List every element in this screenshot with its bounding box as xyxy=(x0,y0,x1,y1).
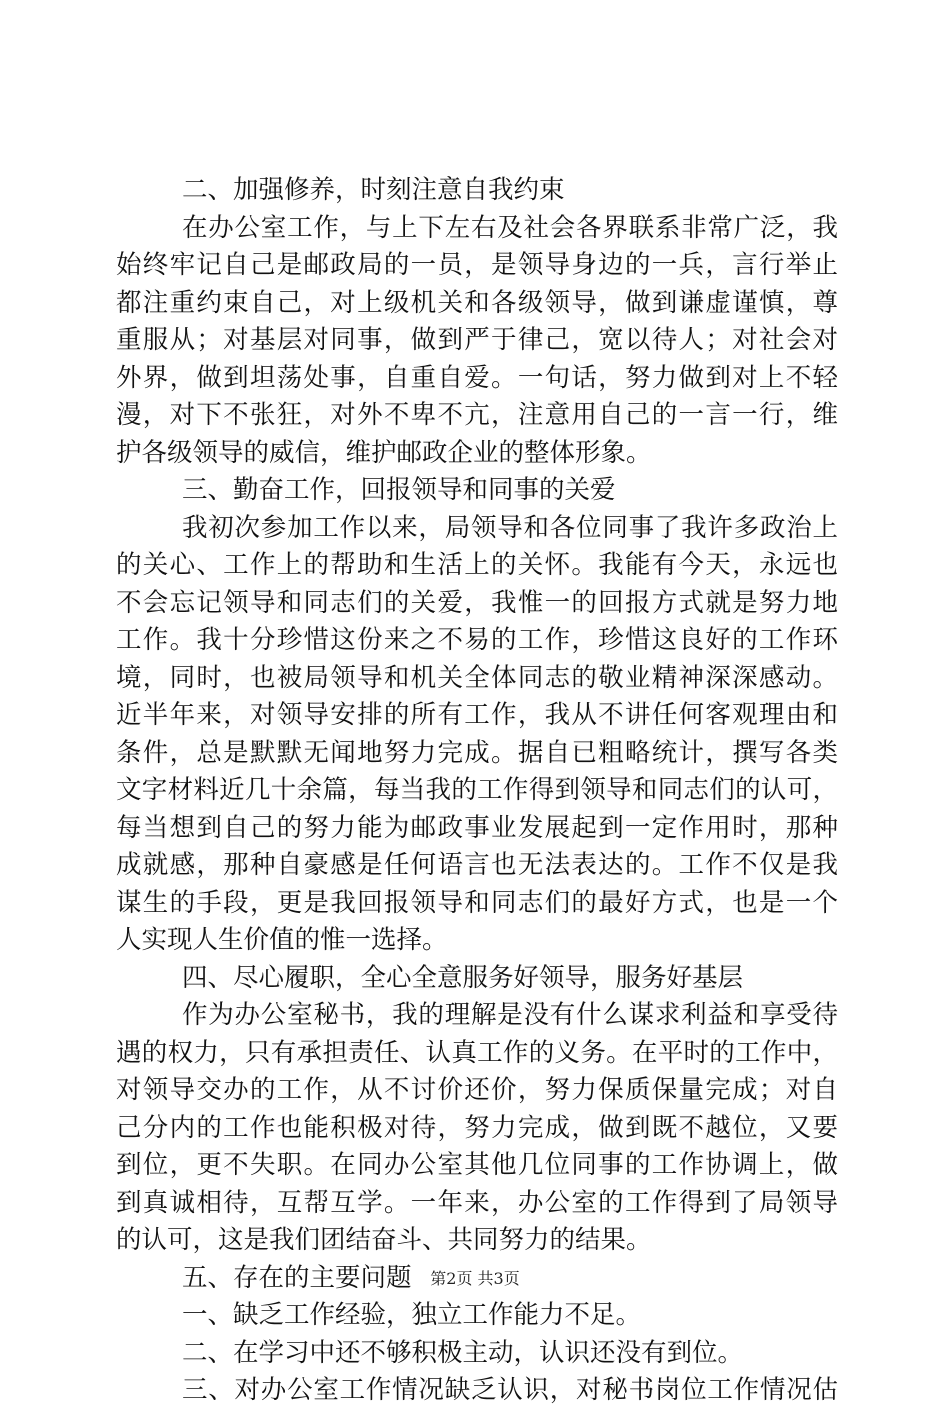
text-line: 成就感，那种自豪感是任何语言也无法表达的。工作不仅是我 xyxy=(116,850,838,880)
text-line: 遇的权力，只有承担责任、认真工作的义务。在平时的工作中， xyxy=(116,1037,838,1068)
text-line: 境，同时，也被局领导和机关全体同志的敬业精神深深感动。 xyxy=(116,662,838,693)
text-line: 四、尽心履职，全心全意服务好领导，服务好基层 xyxy=(182,962,744,993)
text-line: 文字材料近几十余篇，每当我的工作得到领导和同志们的认可， xyxy=(116,775,838,805)
text-line: 外界，做到坦荡处事，自重自爱。一句话，努力做到对上不轻 xyxy=(116,362,838,393)
text-line: 谋生的手段，更是我回报领导和同志们的最好方式，也是一个 xyxy=(116,887,838,918)
text-line: 对领导交办的工作，从不讨价还价，努力保质保量完成；对自 xyxy=(116,1075,838,1105)
text-line: 作为办公室秘书，我的理解是没有什么谋求利益和享受待 xyxy=(182,1000,838,1030)
text-line: 二、在学习中还不够积极主动，认识还没有到位。 xyxy=(182,1337,744,1368)
text-line: 到位，更不失职。在同办公室其他几位同事的工作协调上，做 xyxy=(116,1150,838,1180)
document-body xyxy=(116,172,838,1410)
text-line: 己分内的工作也能积极对待，努力完成，做到既不越位，又要 xyxy=(116,1112,838,1143)
text-line: 的关心、工作上的帮助和生活上的关怀。我能有今天，永远也 xyxy=(116,550,838,580)
text-line: 不会忘记领导和同志们的关爱，我惟一的回报方式就是努力地 xyxy=(116,587,838,618)
text-line: 的认可，这是我们团结奋斗、共同努力的结果。 xyxy=(116,1225,652,1255)
text-line: 条件，总是默默无闻地努力完成。据自已粗略统计，撰写各类 xyxy=(116,737,838,768)
text-line: 三、对办公室工作情况缺乏认识，对秘书岗位工作情况估 xyxy=(182,1375,838,1405)
text-line: 工作。我十分珍惜这份来之不易的工作，珍惜这良好的工作环 xyxy=(116,625,838,655)
text-line: 重服从；对基层对同事，做到严于律己，宽以待人；对社会对 xyxy=(116,325,838,355)
text-line: 到真诚相待，互帮互学。一年来，办公室的工作得到了局领导 xyxy=(116,1187,838,1218)
text-line: 一、缺乏工作经验，独立工作能力不足。 xyxy=(182,1300,642,1330)
text-line: 护各级领导的威信，维护邮政企业的整体形象。 xyxy=(116,437,652,468)
text-line: 我初次参加工作以来，局领导和各位同事了我许多政治上 xyxy=(182,512,838,543)
text-line: 漫，对下不张狂，对外不卑不亢，注意用自己的一言一行，维 xyxy=(116,400,838,430)
text-line: 在办公室工作，与上下左右及社会各界联系非常广泛，我 xyxy=(182,212,838,243)
text-line: 二、加强修养，时刻注意自我约束 xyxy=(182,175,565,205)
text-line: 始终牢记自己是邮政局的一员，是领导身边的一兵，言行举止 xyxy=(116,250,838,280)
text-line: 每当想到自己的努力能为邮政事业发展起到一定作用时，那种 xyxy=(116,812,838,843)
text-line: 都注重约束自己，对上级机关和各级领导，做到谦虚谨慎，尊 xyxy=(116,287,838,318)
text-line: 五、存在的主要问题 xyxy=(182,1262,412,1293)
page-footer: 第2页 共3页 xyxy=(430,1269,520,1288)
text-line: 三、勤奋工作，回报领导和同事的关爱 xyxy=(182,475,616,505)
text-line: 人实现人生价值的惟一选择。 xyxy=(116,925,448,955)
text-line: 近半年来，对领导安排的所有工作，我从不讲任何客观理由和 xyxy=(116,700,838,730)
